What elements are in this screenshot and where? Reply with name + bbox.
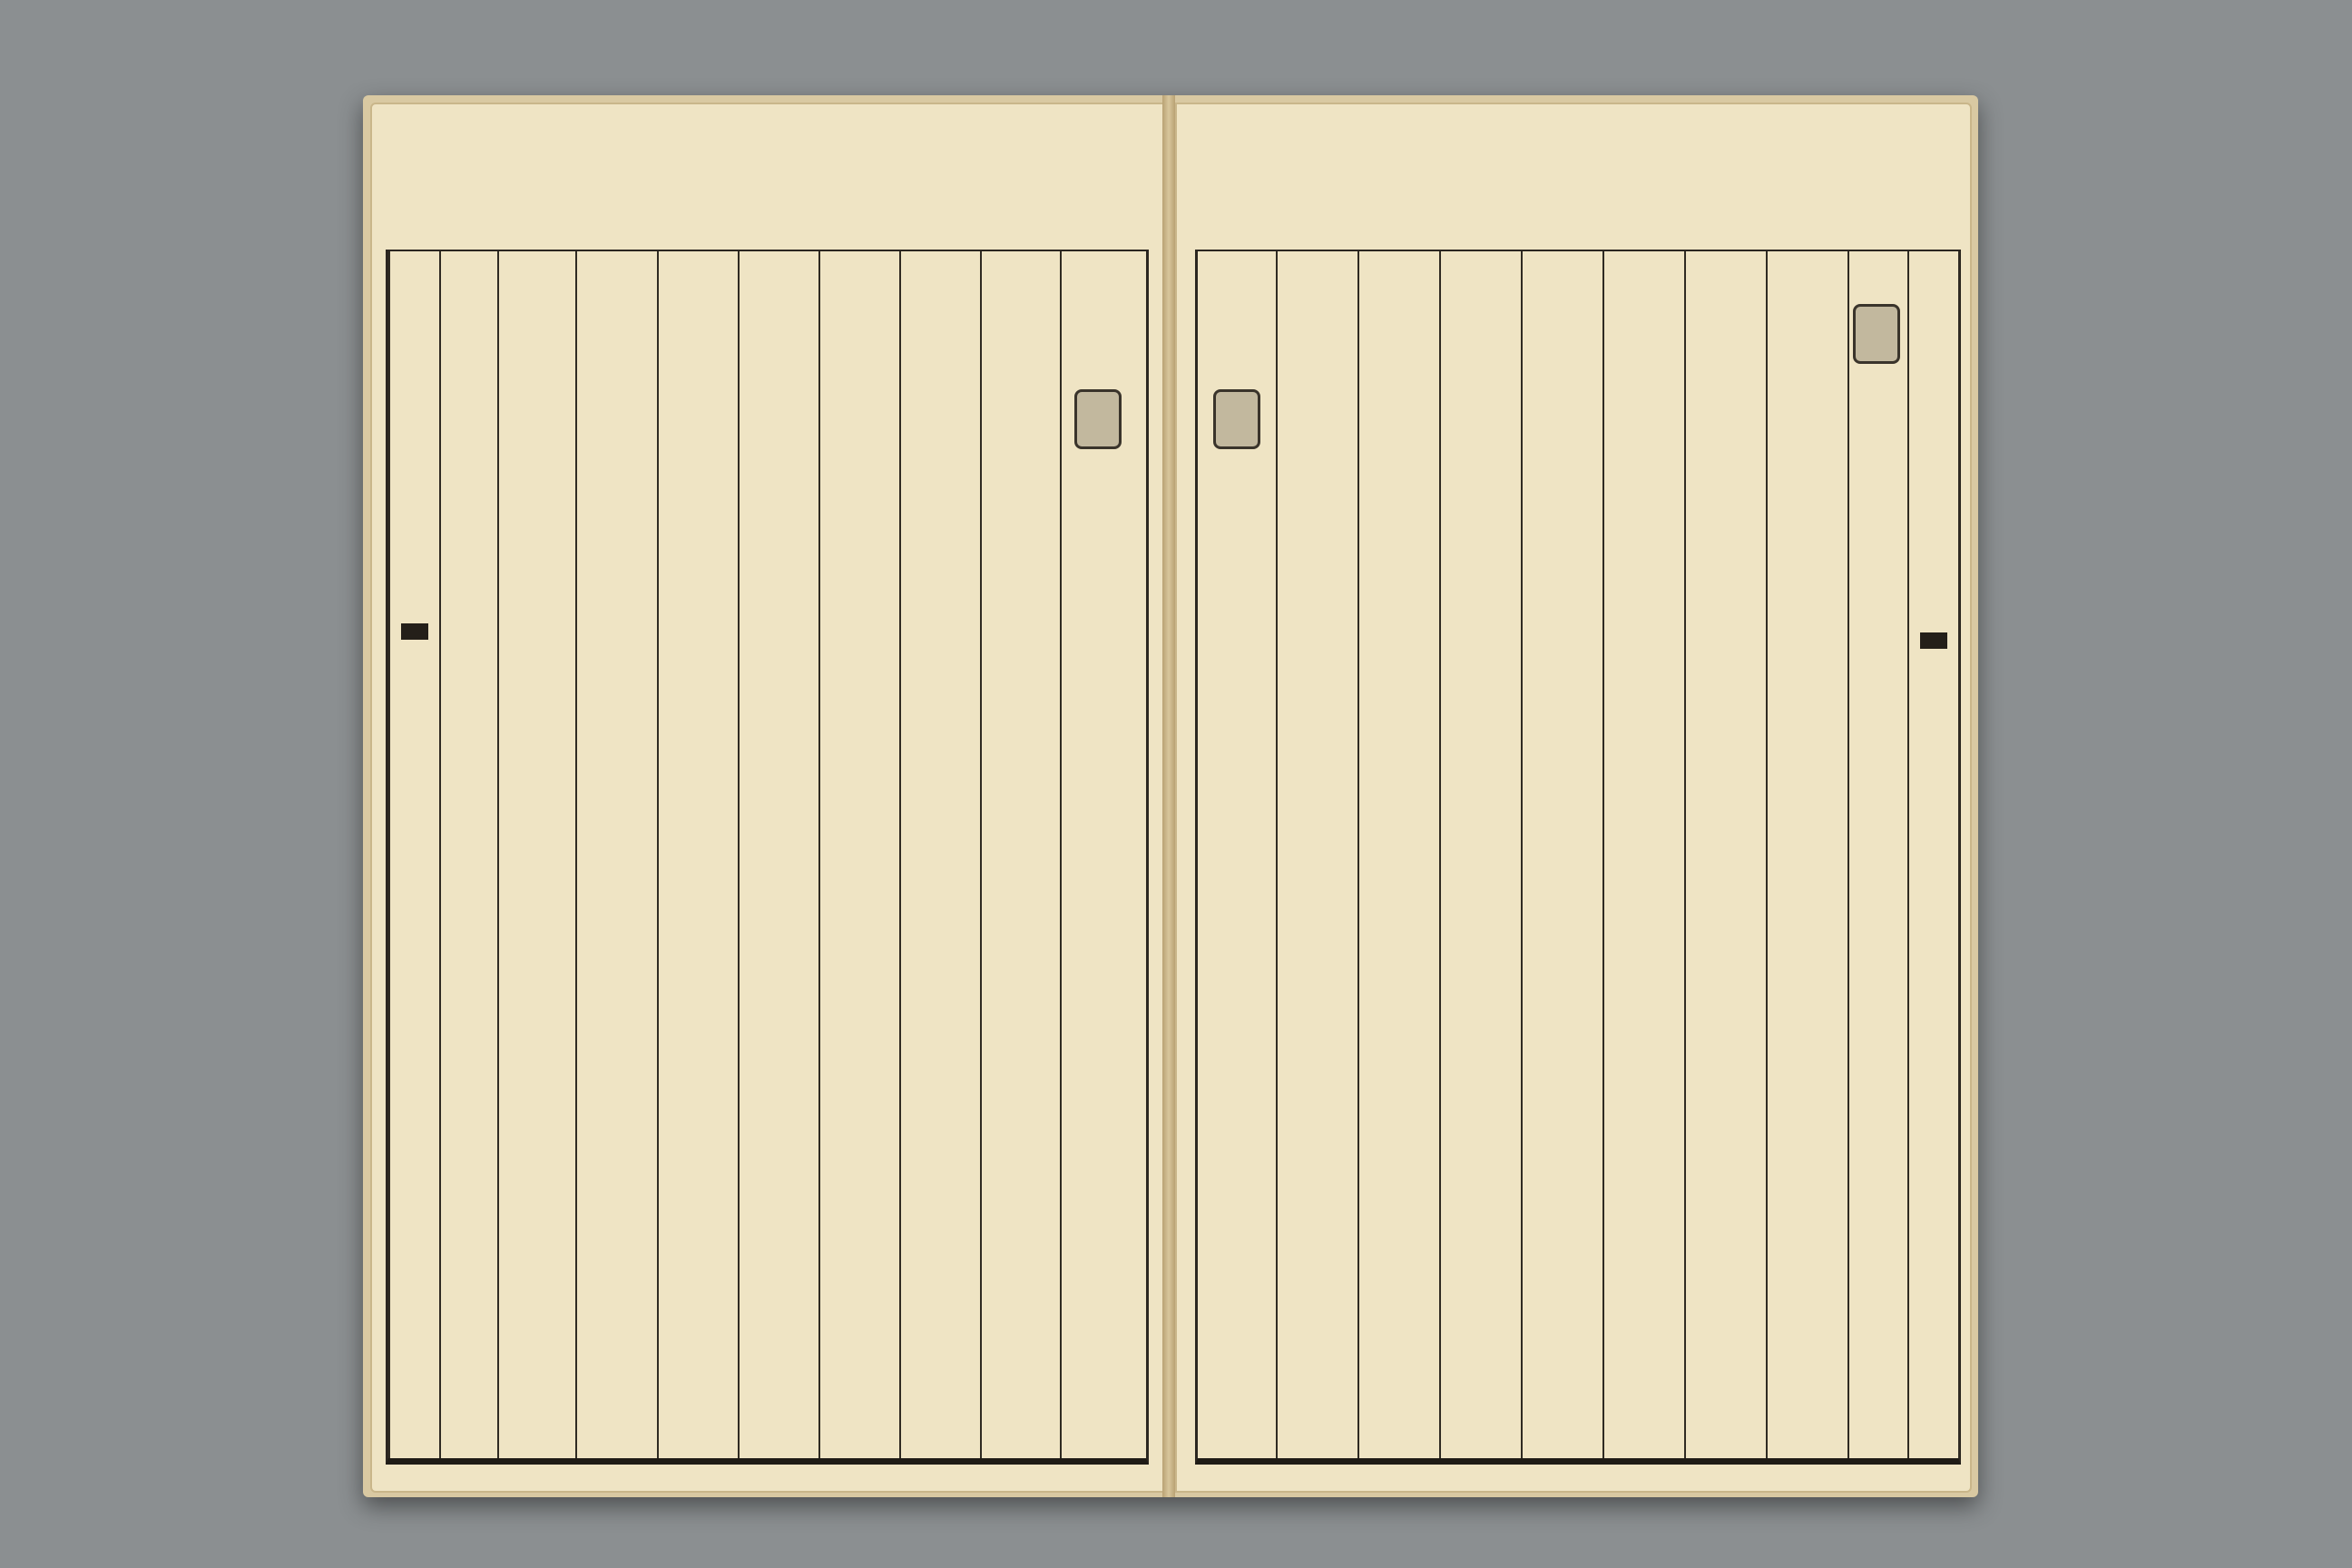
column-rule (980, 251, 982, 1458)
column-rule (1521, 251, 1523, 1458)
column-rule (1439, 251, 1441, 1458)
column-rule (497, 251, 499, 1458)
column-rule (738, 251, 740, 1458)
column-rule (1357, 251, 1359, 1458)
book-spine (1162, 95, 1175, 1497)
seal-mark-icon (1853, 304, 1900, 364)
column-rule (818, 251, 820, 1458)
left-print-block (386, 250, 1149, 1465)
seal-mark-icon (1213, 389, 1260, 449)
right-page (1175, 103, 1972, 1493)
column-rule (575, 251, 577, 1458)
column-rule (899, 251, 901, 1458)
column-rule (1276, 251, 1278, 1458)
right-print-block (1195, 250, 1961, 1465)
fish-tail-mark (401, 623, 428, 640)
fish-tail-mark (1920, 632, 1947, 649)
column-rule (1847, 251, 1849, 1458)
book-spread (363, 95, 1978, 1497)
column-rule (1766, 251, 1768, 1458)
column-rule (1602, 251, 1604, 1458)
left-page-margin-strip (388, 251, 441, 1458)
seal-mark-icon (1074, 389, 1122, 449)
column-rule (1060, 251, 1062, 1458)
left-page (370, 103, 1166, 1493)
column-rule (657, 251, 659, 1458)
right-page-margin-strip (1907, 251, 1960, 1458)
column-rule (1684, 251, 1686, 1458)
